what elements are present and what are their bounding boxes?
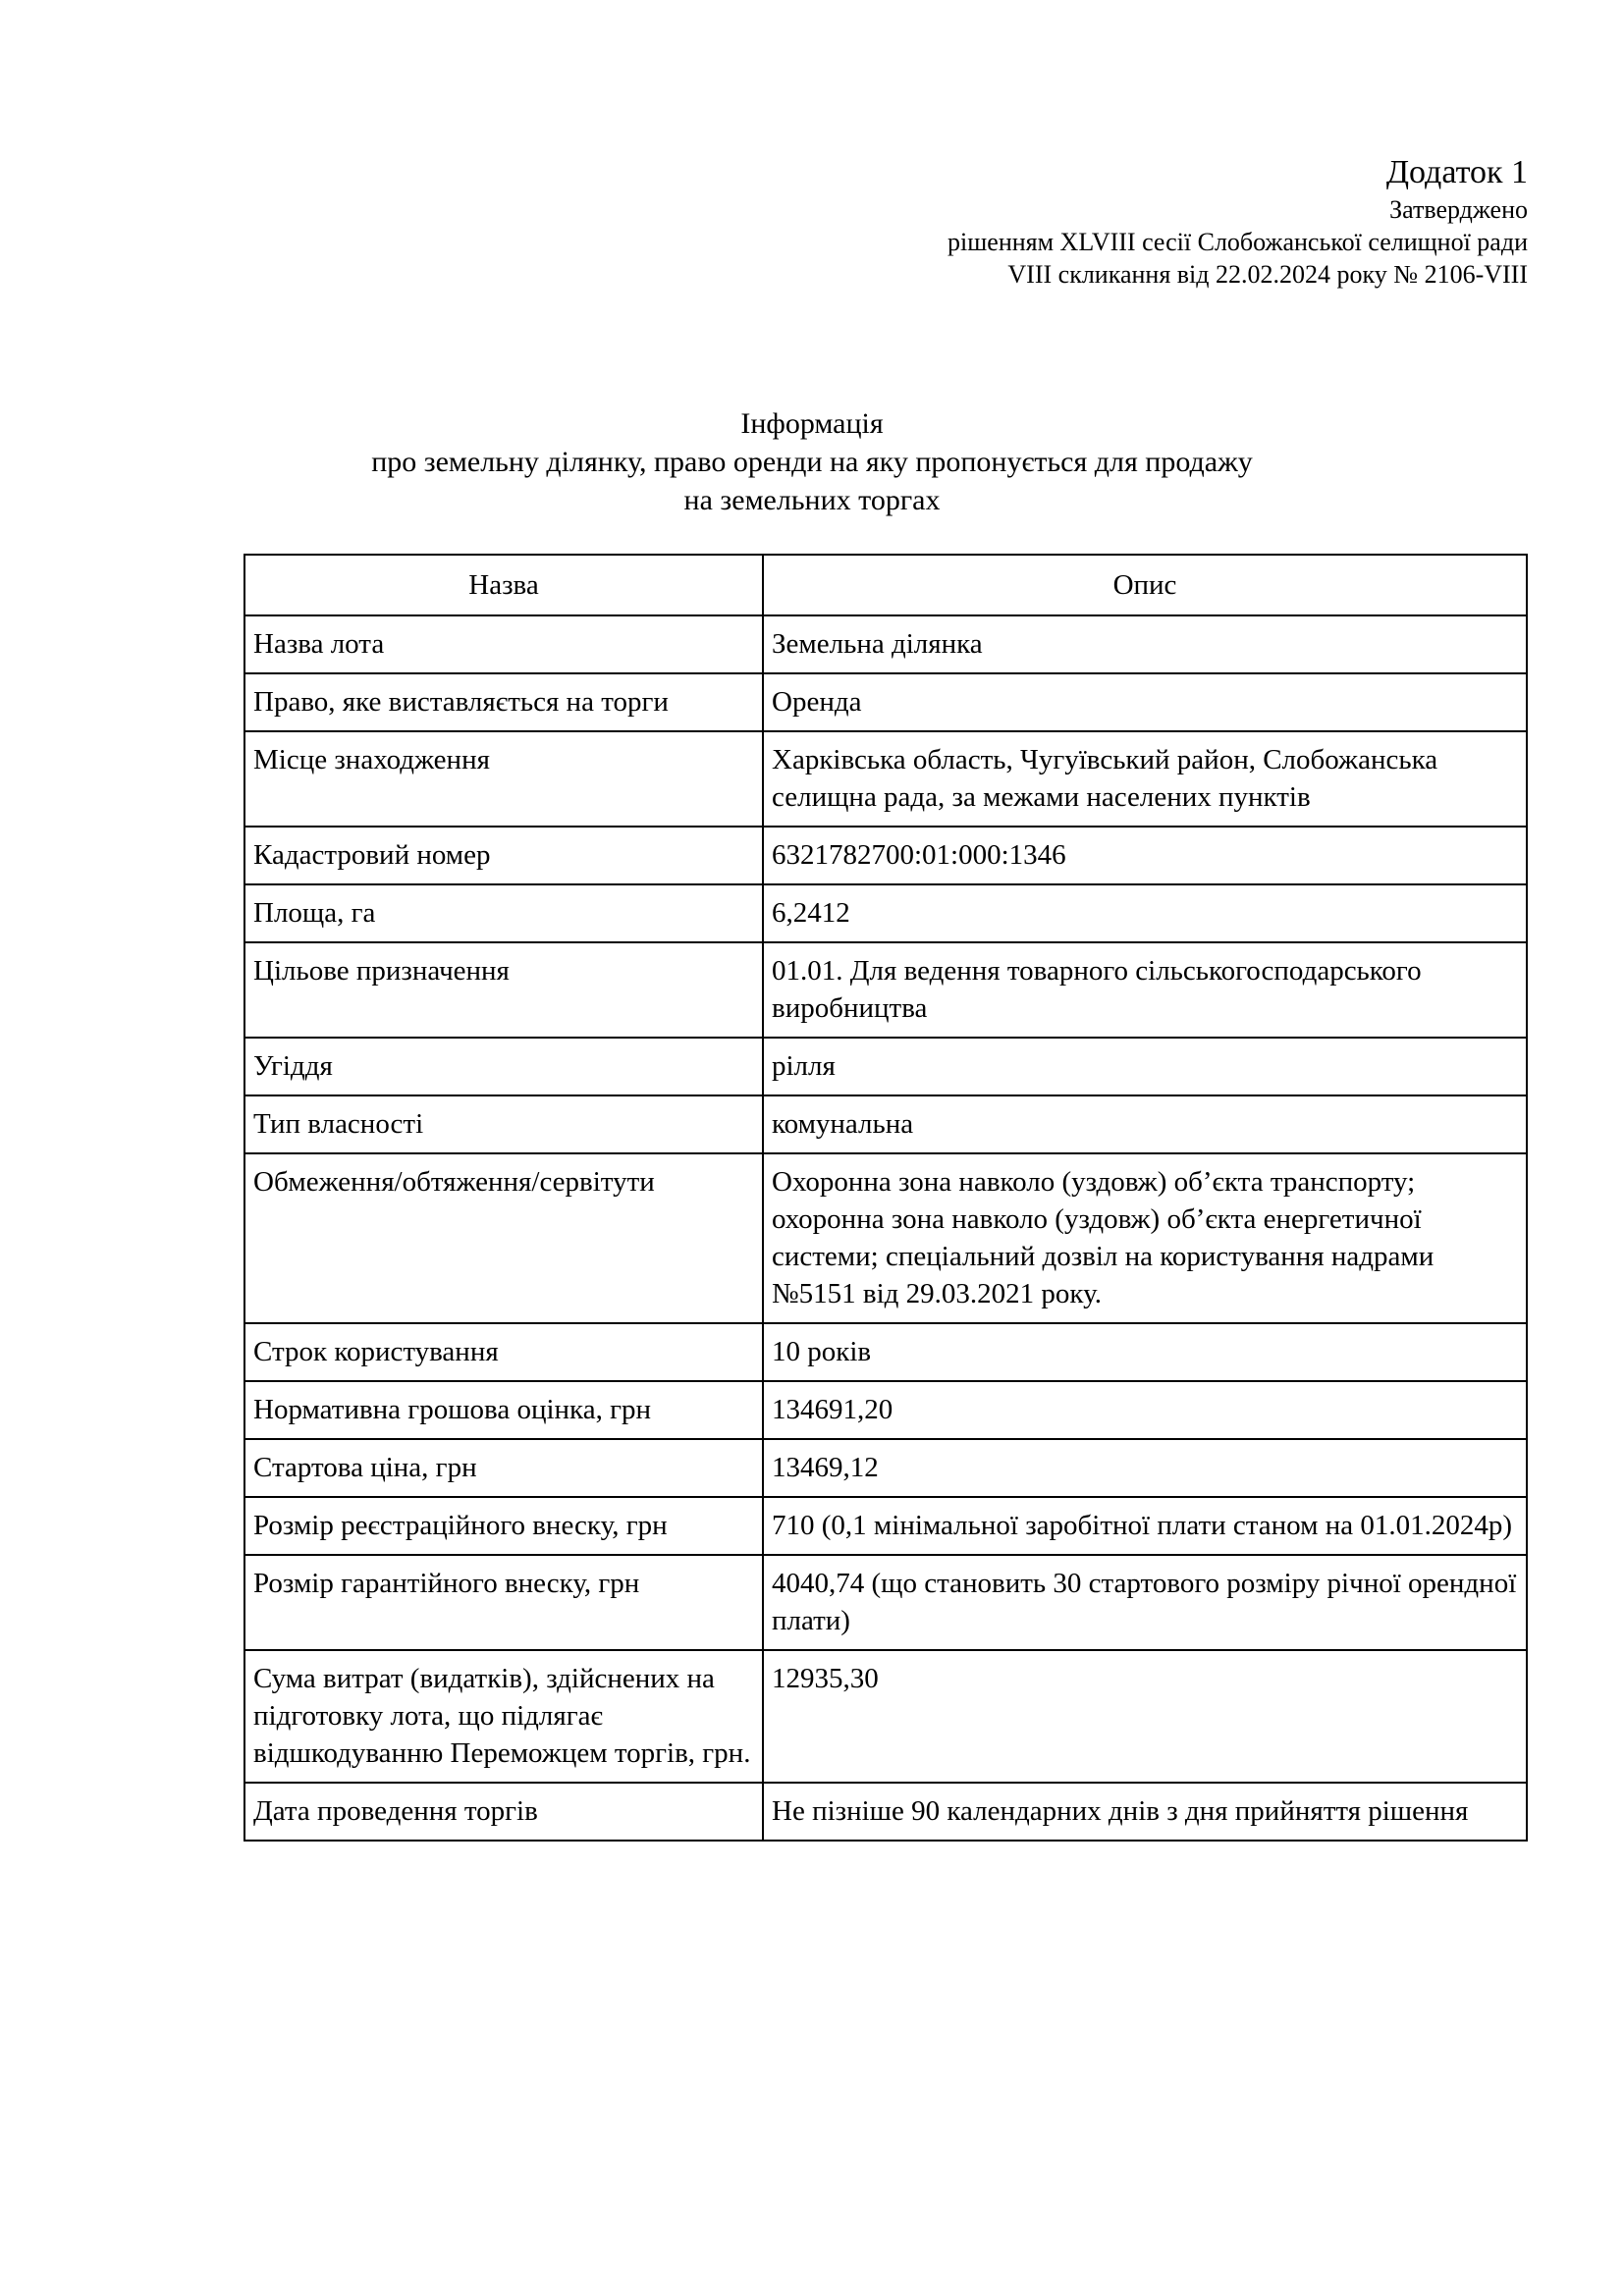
table-row [244,1153,1527,1323]
row-value-cell: 10 років [763,1323,1527,1381]
row-value-cell: 13469,12 [763,1439,1527,1497]
row-value-cell: Охоронна зона навколо (уздовж) об’єкта транспорту; охоронна зона навколо (уздовж) об’єкта енергетичної системи; спеціальний дозвіл на користування надрами №5151 від 29.03.2021 року. [763,1153,1527,1323]
approved-label: Затверджено [1389,195,1528,224]
heading-line-1: Інформація [740,407,884,440]
table-row [244,615,1527,673]
row-value-cell: 710 (0,1 мінімальної заробітної плати станом на 01.01.2024р) [763,1497,1527,1555]
lot-info-table [244,554,1528,1842]
table-row [244,1038,1527,1095]
appendix-title: Додаток 1 [1385,154,1528,190]
row-name-cell: Розмір гарантійного внеску, грн [244,1555,763,1650]
table-row [244,884,1527,942]
heading-line-2: про земельну ділянку, право оренди на яку пропонується для продажу [371,446,1253,478]
row-value-cell: комунальна [763,1095,1527,1153]
row-value-cell: 134691,20 [763,1381,1527,1439]
document-heading [0,404,1624,519]
row-value-cell: 4040,74 (що становить 30 стартового розміру річної орендної плати) [763,1555,1527,1650]
convocation-line: VIII скликання від 22.02.2024 року № 2106-VIII [1007,260,1528,289]
row-value-cell: Харківська область, Чугуївський район, Слобожанська селищна рада, за межами населених пунктів [763,731,1527,827]
table-row [244,1381,1527,1439]
table-row [244,1439,1527,1497]
row-name-cell: Сума витрат (видатків), здійснених на підготовку лота, що підлягає відшкодуванню Переможцем торгів, грн. [244,1650,763,1783]
table-row [244,827,1527,884]
table-header-row [244,555,1527,615]
row-value-cell: Не пізніше 90 календарних днів з дня прийняття рішення [763,1783,1527,1841]
row-name-cell: Кадастровий номер [244,827,763,884]
row-value-cell: 6,2412 [763,884,1527,942]
row-value-cell: 6321782700:01:000:1346 [763,827,1527,884]
row-value-cell: рілля [763,1038,1527,1095]
table-row [244,1095,1527,1153]
heading-line-3: на земельних торгах [683,484,941,516]
column-header-description: Опис [763,555,1527,615]
table-row [244,1555,1527,1650]
table-row [244,673,1527,731]
row-name-cell: Дата проведення торгів [244,1783,763,1841]
row-name-cell: Цільове призначення [244,942,763,1038]
row-name-cell: Площа, га [244,884,763,942]
row-name-cell: Право, яке виставляється на торги [244,673,763,731]
table-row [244,942,1527,1038]
row-value-cell: 12935,30 [763,1650,1527,1783]
row-value-cell: 01.01. Для ведення товарного сільськогосподарського виробництва [763,942,1527,1038]
table-row [244,1323,1527,1381]
row-name-cell: Строк користування [244,1323,763,1381]
row-name-cell: Тип власності [244,1095,763,1153]
row-name-cell: Угіддя [244,1038,763,1095]
row-name-cell: Місце знаходження [244,731,763,827]
row-name-cell: Розмір реєстраційного внеску, грн [244,1497,763,1555]
table-row [244,1497,1527,1555]
table-row [244,1650,1527,1783]
decision-line: рішенням XLVIII сесії Слобожанської селищної ради [947,228,1528,256]
table-row [244,1783,1527,1841]
appendix-block [947,152,1528,291]
row-name-cell: Стартова ціна, грн [244,1439,763,1497]
row-name-cell: Обмеження/обтяження/сервітути [244,1153,763,1323]
row-value-cell: Оренда [763,673,1527,731]
row-name-cell: Нормативна грошова оцінка, грн [244,1381,763,1439]
column-header-name: Назва [244,555,763,615]
table-row [244,731,1527,827]
row-name-cell: Назва лота [244,615,763,673]
row-value-cell: Земельна ділянка [763,615,1527,673]
